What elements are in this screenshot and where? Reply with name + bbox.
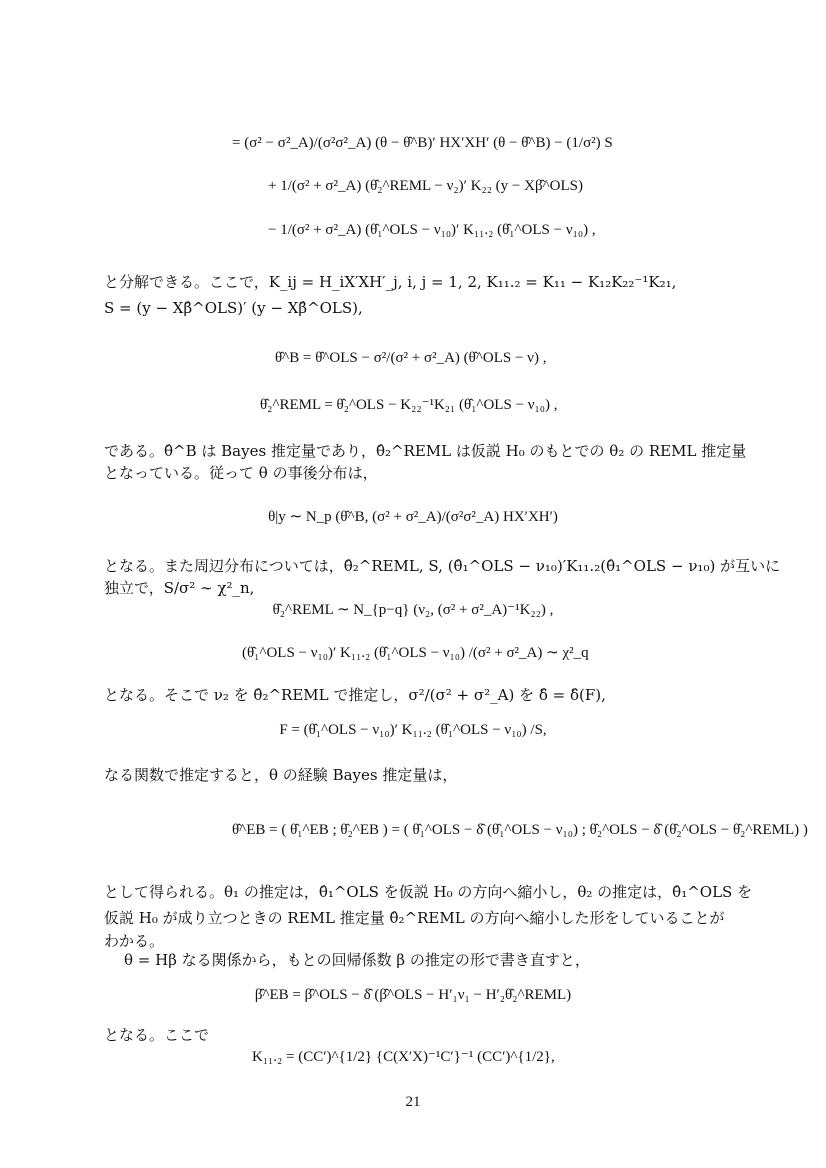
equation-F: F = (θ̂₁^OLS − ν₁₀)′ K₁₁.₂ (θ̂₁^OLS − ν₁₀) /S, xyxy=(279,722,547,738)
paragraph-where: となる。ここで xyxy=(104,1026,210,1044)
equation-K112: K₁₁.₂ = (CC′)^{1/2} {C(X′X)⁻¹C′}⁻¹ (CC′)^{1/2}, xyxy=(252,1049,555,1065)
equation-theta2-reml: θ̂₂^REML = θ̂₂^OLS − K₂₂⁻¹K₂₁ (θ̂₁^OLS − ν₁₀) , xyxy=(260,397,558,413)
equation-beta-eb: β̂^EB = β̂^OLS − δ̂ (β̂^OLS − H′₁ν₁ − H′₂θ̂₂^REML) xyxy=(254,987,572,1003)
paragraph-bayes-estimator-cont: となっている。従って θ の事後分布は， xyxy=(104,464,378,482)
paragraph-shrinkage: として得られる。θ₁ の推定は，θ̂₁^OLS を仮説 H₀ の方向へ縮小し，θ₂ の推定は，θ̂₁^OLS を xyxy=(104,883,753,901)
equation-marginal-2: (θ̂₁^OLS − ν₁₀)′ K₁₁.₂ (θ̂₁^OLS − ν₁₀) /(σ² + σ²_A) ∼ χ²_q xyxy=(242,645,589,661)
paragraph-shrinkage-end: わかる。 xyxy=(104,932,165,950)
paragraph-marginal: となる。また周辺分布については，θ̂₂^REML, S, (θ̂₁^OLS − ν₁₀)′K₁₁.₂(θ̂₁^OLS − ν₁₀) が互いに xyxy=(104,557,781,575)
paragraph-regression-coef: θ = Hβ なる関係から，もとの回帰係数 β の推定の形で書き直すと， xyxy=(124,951,590,969)
equation-line-2: + 1/(σ² + σ²_A) (θ̂₂^REML − ν₂)′ K₂₂ (y − Xβ̂^OLS) xyxy=(268,178,583,194)
paragraph-decomposition-cont: S = (y − Xβ̂^OLS)′ (y − Xβ̂^OLS), xyxy=(104,299,363,317)
equation-posterior: θ|y ∼ N_p (θ̂^B, (σ² + σ²_A)/(σ²σ²_A) HX′XH′) xyxy=(268,509,558,525)
paragraph-decomposition: と分解できる。ここで，K_ij = H_iX′XH′_j, i, j = 1, 2, K₁₁.₂ = K₁₁ − K₁₂K₂₂⁻¹K₂₁, xyxy=(104,273,677,291)
page-number: 21 xyxy=(405,1094,421,1110)
equation-theta-eb: θ̂^EB = ( θ̂₁^EB ; θ̂₂^EB ) = ( θ̂₁^OLS − δ̂ (θ̂₁^OLS − ν₁₀) ; θ̂₂^OLS − δ̂ (θ̂₂^OLS − θ̂₂^REML) ) xyxy=(232,822,808,838)
equation-line-3: − 1/(σ² + σ²_A) (θ̂₁^OLS − ν₁₀)′ K₁₁.₂ (θ̂₁^OLS − ν₁₀) , xyxy=(268,222,596,238)
equation-line-1: = (σ² − σ²_A)/(σ²σ²_A) (θ − θ̂^B)′ HX′XH′ (θ − θ̂^B) − (1/σ²) S xyxy=(232,135,613,151)
paragraph-empirical-bayes: なる関数で推定すると，θ の経験 Bayes 推定量は， xyxy=(104,766,458,784)
equation-theta-bayes: θ̂^B = θ̂^OLS − σ²/(σ² + σ²_A) (θ̂^OLS − ν) , xyxy=(275,350,547,366)
paragraph-estimate-nu2: となる。そこで ν₂ を θ̂₂^REML で推定し，σ²/(σ² + σ²_A) を δ̂ = δ̂(F), xyxy=(104,686,606,704)
paragraph-bayes-estimator: である。θ̂^B は Bayes 推定量であり，θ̂₂^REML は仮説 H₀ のもとでの θ₂ の REML 推定量 xyxy=(104,442,747,460)
equation-marginal-1: θ̂₂^REML ∼ N_{p−q} (ν₂, (σ² + σ²_A)⁻¹K₂₂) , xyxy=(272,602,554,618)
paragraph-marginal-cont: 独立で，S/σ² ∼ χ²_n, xyxy=(104,579,255,597)
paragraph-shrinkage-cont: 仮説 H₀ が成り立つときの REML 推定量 θ̂₂^REML の方向へ縮小した形をしていることが xyxy=(104,909,725,927)
